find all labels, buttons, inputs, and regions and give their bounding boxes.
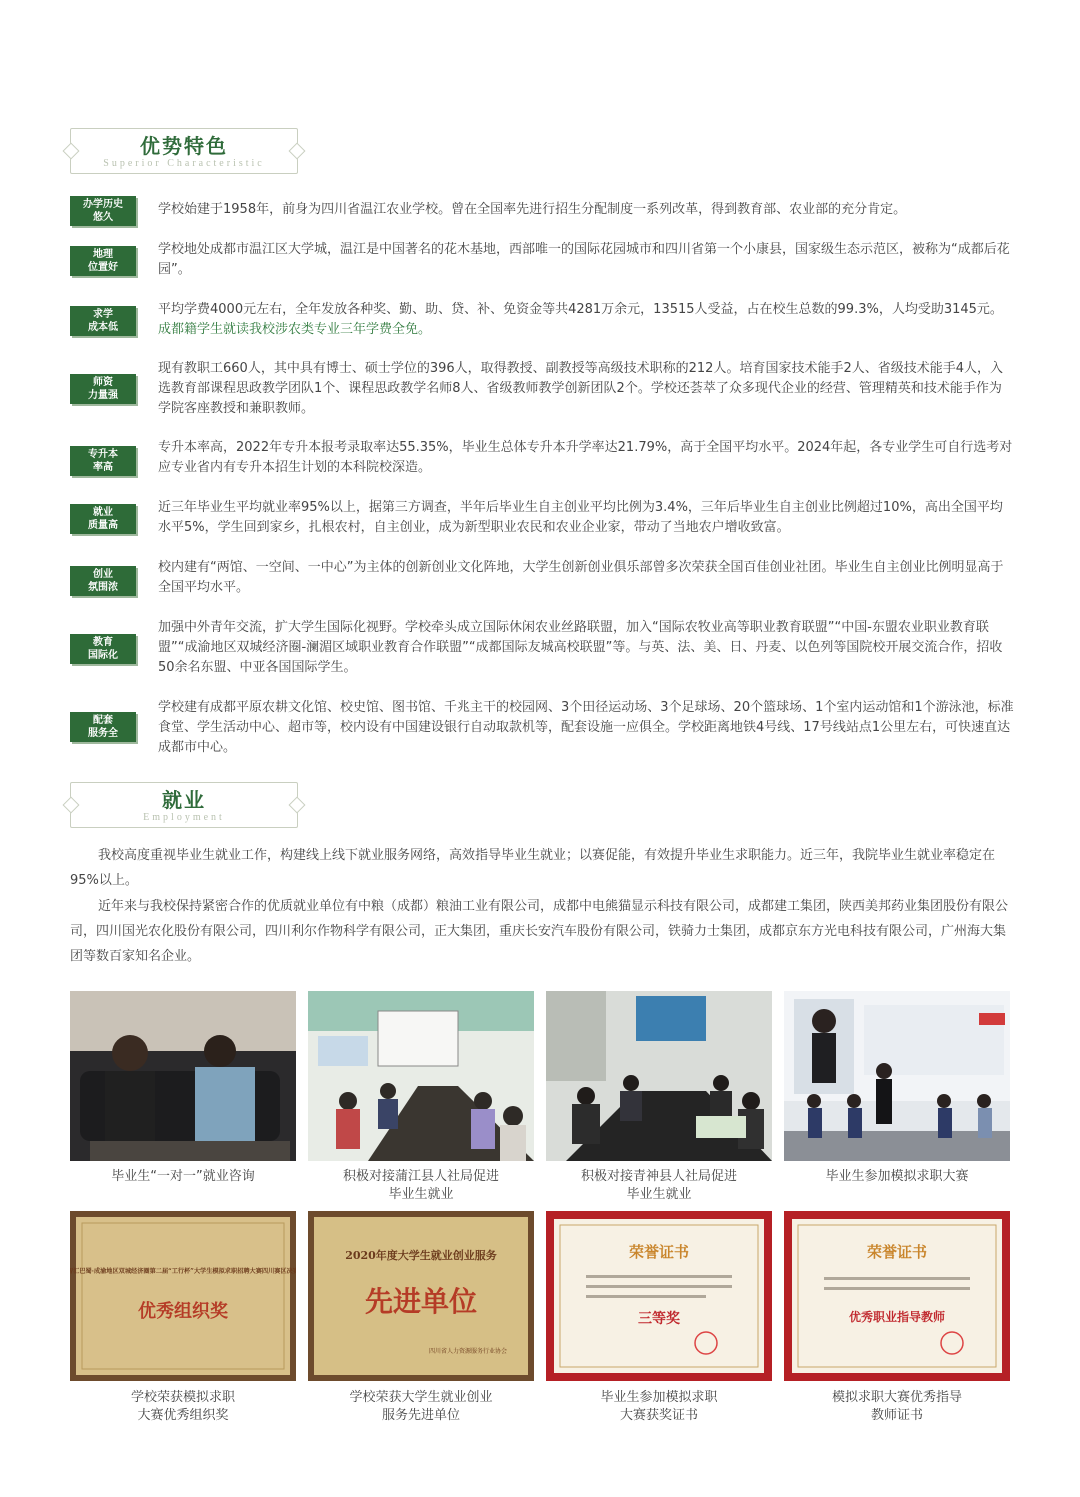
feature-text: 专升本率高，2022年专升本报考录取率达55.35%，毕业生总体专升本升学率达21.79%，高于全国平均水平。2024年起，各专业学生可自行选考对应专业省内有专升本招生计划的本科院校深造。 xyxy=(158,440,1013,475)
caption-line: 毕业生就业 xyxy=(388,1187,454,1202)
section-subtitle-text: Superior Characteristic xyxy=(103,158,265,169)
feature-row-history xyxy=(70,196,1014,226)
caption-line: 教师证书 xyxy=(870,1408,923,1423)
section-title-advantages xyxy=(70,128,298,174)
feature-row-upgrade xyxy=(70,440,1014,480)
caption-line: 模拟求职大赛优秀指导 xyxy=(831,1390,962,1405)
feature-badge xyxy=(70,246,136,276)
feature-row-faculty xyxy=(70,362,1014,422)
caption-line: 学校荣获模拟求职 xyxy=(130,1390,235,1405)
photo-qingshen-image xyxy=(546,991,772,1161)
cert-award: 优秀组织奖 xyxy=(138,1301,228,1322)
feature-badge xyxy=(70,566,136,596)
employment-paragraph-2: 近年来与我校保持紧密合作的优质就业单位有中粮（成都）粮油工业有限公司，成都中电熊猫显示科技有限公司，成都建工集团，陕西美邦药业集团股份有限公司，四川国光农化股份有限公司，四川利尔作物科学有限公司，正大集团，重庆长安汽车股份有限公司，铁骑力士集团，成都京东方光电科技有限公司，广州海大集团等数百家知名企业。 xyxy=(70,899,1009,964)
certificate-organization-award xyxy=(70,1211,296,1381)
cert-heading: 2020年度大学生就业创业服务 xyxy=(345,1249,497,1262)
caption-line: 服务先进单位 xyxy=(381,1408,460,1423)
certificate-advanced-unit xyxy=(308,1211,534,1381)
badge-line: 力量强 xyxy=(88,390,118,401)
cert-heading: 荣誉证书 xyxy=(866,1243,928,1261)
caption-line: 积极对接蒲江县人社局促进 xyxy=(342,1169,499,1184)
certificate-honor-paper xyxy=(546,1211,772,1381)
feature-row-location xyxy=(70,242,1014,282)
photo-pujiang-image xyxy=(308,991,534,1161)
feature-badge xyxy=(70,504,136,534)
badge-line: 位置好 xyxy=(88,262,118,273)
badge-line: 悠久 xyxy=(93,212,113,223)
cert-heading: 荣誉证书 xyxy=(628,1243,690,1261)
feature-badge xyxy=(70,712,136,742)
photo-caption xyxy=(546,1168,772,1204)
badge-line: 师资 xyxy=(93,377,113,388)
section-title-text: 就业 xyxy=(162,788,206,812)
photo-qingshen-meeting xyxy=(546,991,772,1161)
feature-row-entrepreneurship xyxy=(70,560,1014,600)
cert-award: 先进单位 xyxy=(364,1285,478,1318)
feature-text-main: 平均学费4000元左右，全年发放各种奖、勤、助、贷、补、免资金等共4281万余元，13515人受益，占在校生总数的99.3%，人均受助3145元。 xyxy=(158,302,1003,317)
section-title-employment xyxy=(70,782,298,828)
section-subtitle-text: Employment xyxy=(143,812,225,823)
caption-line: 学校荣获大学生就业创业 xyxy=(349,1390,493,1405)
photo-contest-image xyxy=(784,991,1010,1161)
badge-line: 氛围浓 xyxy=(88,582,118,593)
badge-line: 质量高 xyxy=(88,520,118,531)
employment-paragraph-1: 我校高度重视毕业生就业工作，构建线上线下就业服务网络，高效指导毕业生就业；以赛促能，有效提升毕业生求职能力。近三年，我院毕业生就业率稳定在95%以上。 xyxy=(70,848,996,888)
certificate-caption xyxy=(70,1389,296,1425)
badge-line: 服务全 xyxy=(88,728,118,739)
photo-mock-job-contest xyxy=(784,991,1010,1161)
certificate-plaque-gold xyxy=(308,1211,534,1381)
feature-row-facilities xyxy=(70,700,1014,760)
feature-badge xyxy=(70,374,136,404)
feature-text: 校内建有“两馆、一空间、一中心”为主体的创新创业文化阵地，大学生创新创业俱乐部曾多次荣获全国百佳创业社团。毕业生自主创业比例明显高于全国平均水平。 xyxy=(158,560,1004,595)
feature-text: 学校地处成都市温江区大学城，温江是中国著名的花木基地，西部唯一的国际花园城市和四川省第一个小康县，国家级生态示范区，被称为“成都后花园”。 xyxy=(158,242,1010,277)
feature-text: 学校始建于1958年，前身为四川省温江农业学校。曾在全国率先进行招生分配制度一系列改革，得到教育部、农业部的充分肯定。 xyxy=(158,202,907,217)
badge-line: 求学 xyxy=(93,309,113,320)
badge-line: 就业 xyxy=(93,507,113,518)
cert-issuer: 四川省人力资源服务行业协会 xyxy=(428,1348,508,1355)
badge-line: 配套 xyxy=(93,715,113,726)
badge-line: 地理 xyxy=(93,249,113,260)
badge-line: 率高 xyxy=(93,462,113,473)
feature-text: 近三年毕业生平均就业率95%以上，据第三方调查，半年后毕业生自主创业平均比例为3.4%，三年后毕业生自主创业比例超过10%，高出全国平均水平5%，学生回到家乡，扎根农村，自主创业，成为新型职业农民和农业企业家，带动了当地农户增收致富。 xyxy=(158,500,1003,535)
photo-pujiang-meeting xyxy=(308,991,534,1161)
section-title-text: 优势特色 xyxy=(140,134,228,158)
feature-badge xyxy=(70,196,136,226)
certificate-excellent-teacher xyxy=(784,1211,1010,1381)
photo-consultation xyxy=(70,991,296,1161)
cert-award: 优秀职业指导教师 xyxy=(848,1310,946,1324)
feature-row-cost xyxy=(70,302,1014,342)
photo-caption xyxy=(308,1168,534,1204)
badge-line: 办学历史 xyxy=(83,199,123,210)
feature-text: 学校建有成都平原农耕文化馆、校史馆、图书馆、千兆主干的校园网、3个田径运动场、3个足球场、20个篮球场、1个室内运动馆和1个游泳池，标准食堂、学生活动中心、超市等，校内设有中国建设银行自动取款机等，配套设施一应俱全。学校距离地铁4号线、17号线站点1公里左右，可快速直达成都市中心。 xyxy=(158,700,1014,755)
feature-badge xyxy=(70,306,136,336)
feature-text: 现有教职工660人，其中具有博士、硕士学位的396人，取得教授、副教授等高级技术职称的212人。培育国家技术能手2人、省级技术能手4人，入选教育部课程思政教学团队1个、课程思政教学名师8人、省级教师教学创新团队2个。学校还荟萃了众多现代企业的经营、管理精英和技术能手作为学院客座教授和兼职教师。 xyxy=(158,361,1003,416)
photo-caption xyxy=(70,1168,296,1186)
caption-line: 大赛优秀组织奖 xyxy=(137,1408,229,1423)
certificate-caption xyxy=(546,1389,772,1425)
cert-heading: 智汇巴蜀·成渝地区双城经济圈第二届“工行杯”大学生模拟求职招聘大赛四川赛区决赛 xyxy=(70,1268,296,1275)
cert-award: 三等奖 xyxy=(638,1311,680,1327)
feature-text xyxy=(158,300,1014,340)
certificate-third-prize xyxy=(546,1211,772,1381)
certificate-honor-paper xyxy=(784,1211,1010,1381)
feature-badge xyxy=(70,446,136,476)
photo-consultation-image xyxy=(70,991,296,1161)
photo-caption xyxy=(784,1168,1010,1186)
badge-line: 成本低 xyxy=(88,322,118,333)
feature-badge xyxy=(70,634,136,664)
badge-line: 国际化 xyxy=(88,650,118,661)
badge-line: 创业 xyxy=(93,569,113,580)
certificate-caption xyxy=(308,1389,534,1425)
caption-line: 毕业生参加模拟求职 xyxy=(600,1390,718,1405)
certificate-caption xyxy=(784,1389,1010,1425)
feature-text-highlight: 成都籍学生就读我校涉农类专业三年学费全免。 xyxy=(158,322,432,337)
certificate-plaque-gold xyxy=(70,1211,296,1381)
badge-line: 教育 xyxy=(93,637,113,648)
caption-line: 积极对接青神县人社局促进 xyxy=(580,1169,737,1184)
caption-line: 毕业生就业 xyxy=(626,1187,692,1202)
feature-text: 加强中外青年交流，扩大学生国际化视野。学校牵头成立国际休闲农业丝路联盟，加入“国际农牧业高等职业教育联盟”“中国-东盟农业职业教育联盟”“成渝地区双城经济圈-澜湄区域职业教育合作联盟”“成都国际友城高校联盟”等。与英、法、美、日、丹麦、以色列等国院校开展交流合作，招收50余名东盟、中亚各国国际学生。 xyxy=(158,620,1003,675)
feature-row-international xyxy=(70,620,1014,680)
feature-row-employment-quality xyxy=(70,500,1014,540)
caption-line: 毕业生参加模拟求职大赛 xyxy=(825,1169,969,1184)
caption-line: 毕业生“一对一”就业咨询 xyxy=(111,1169,255,1184)
badge-line: 专升本 xyxy=(88,449,118,460)
caption-line: 大赛获奖证书 xyxy=(619,1408,698,1423)
